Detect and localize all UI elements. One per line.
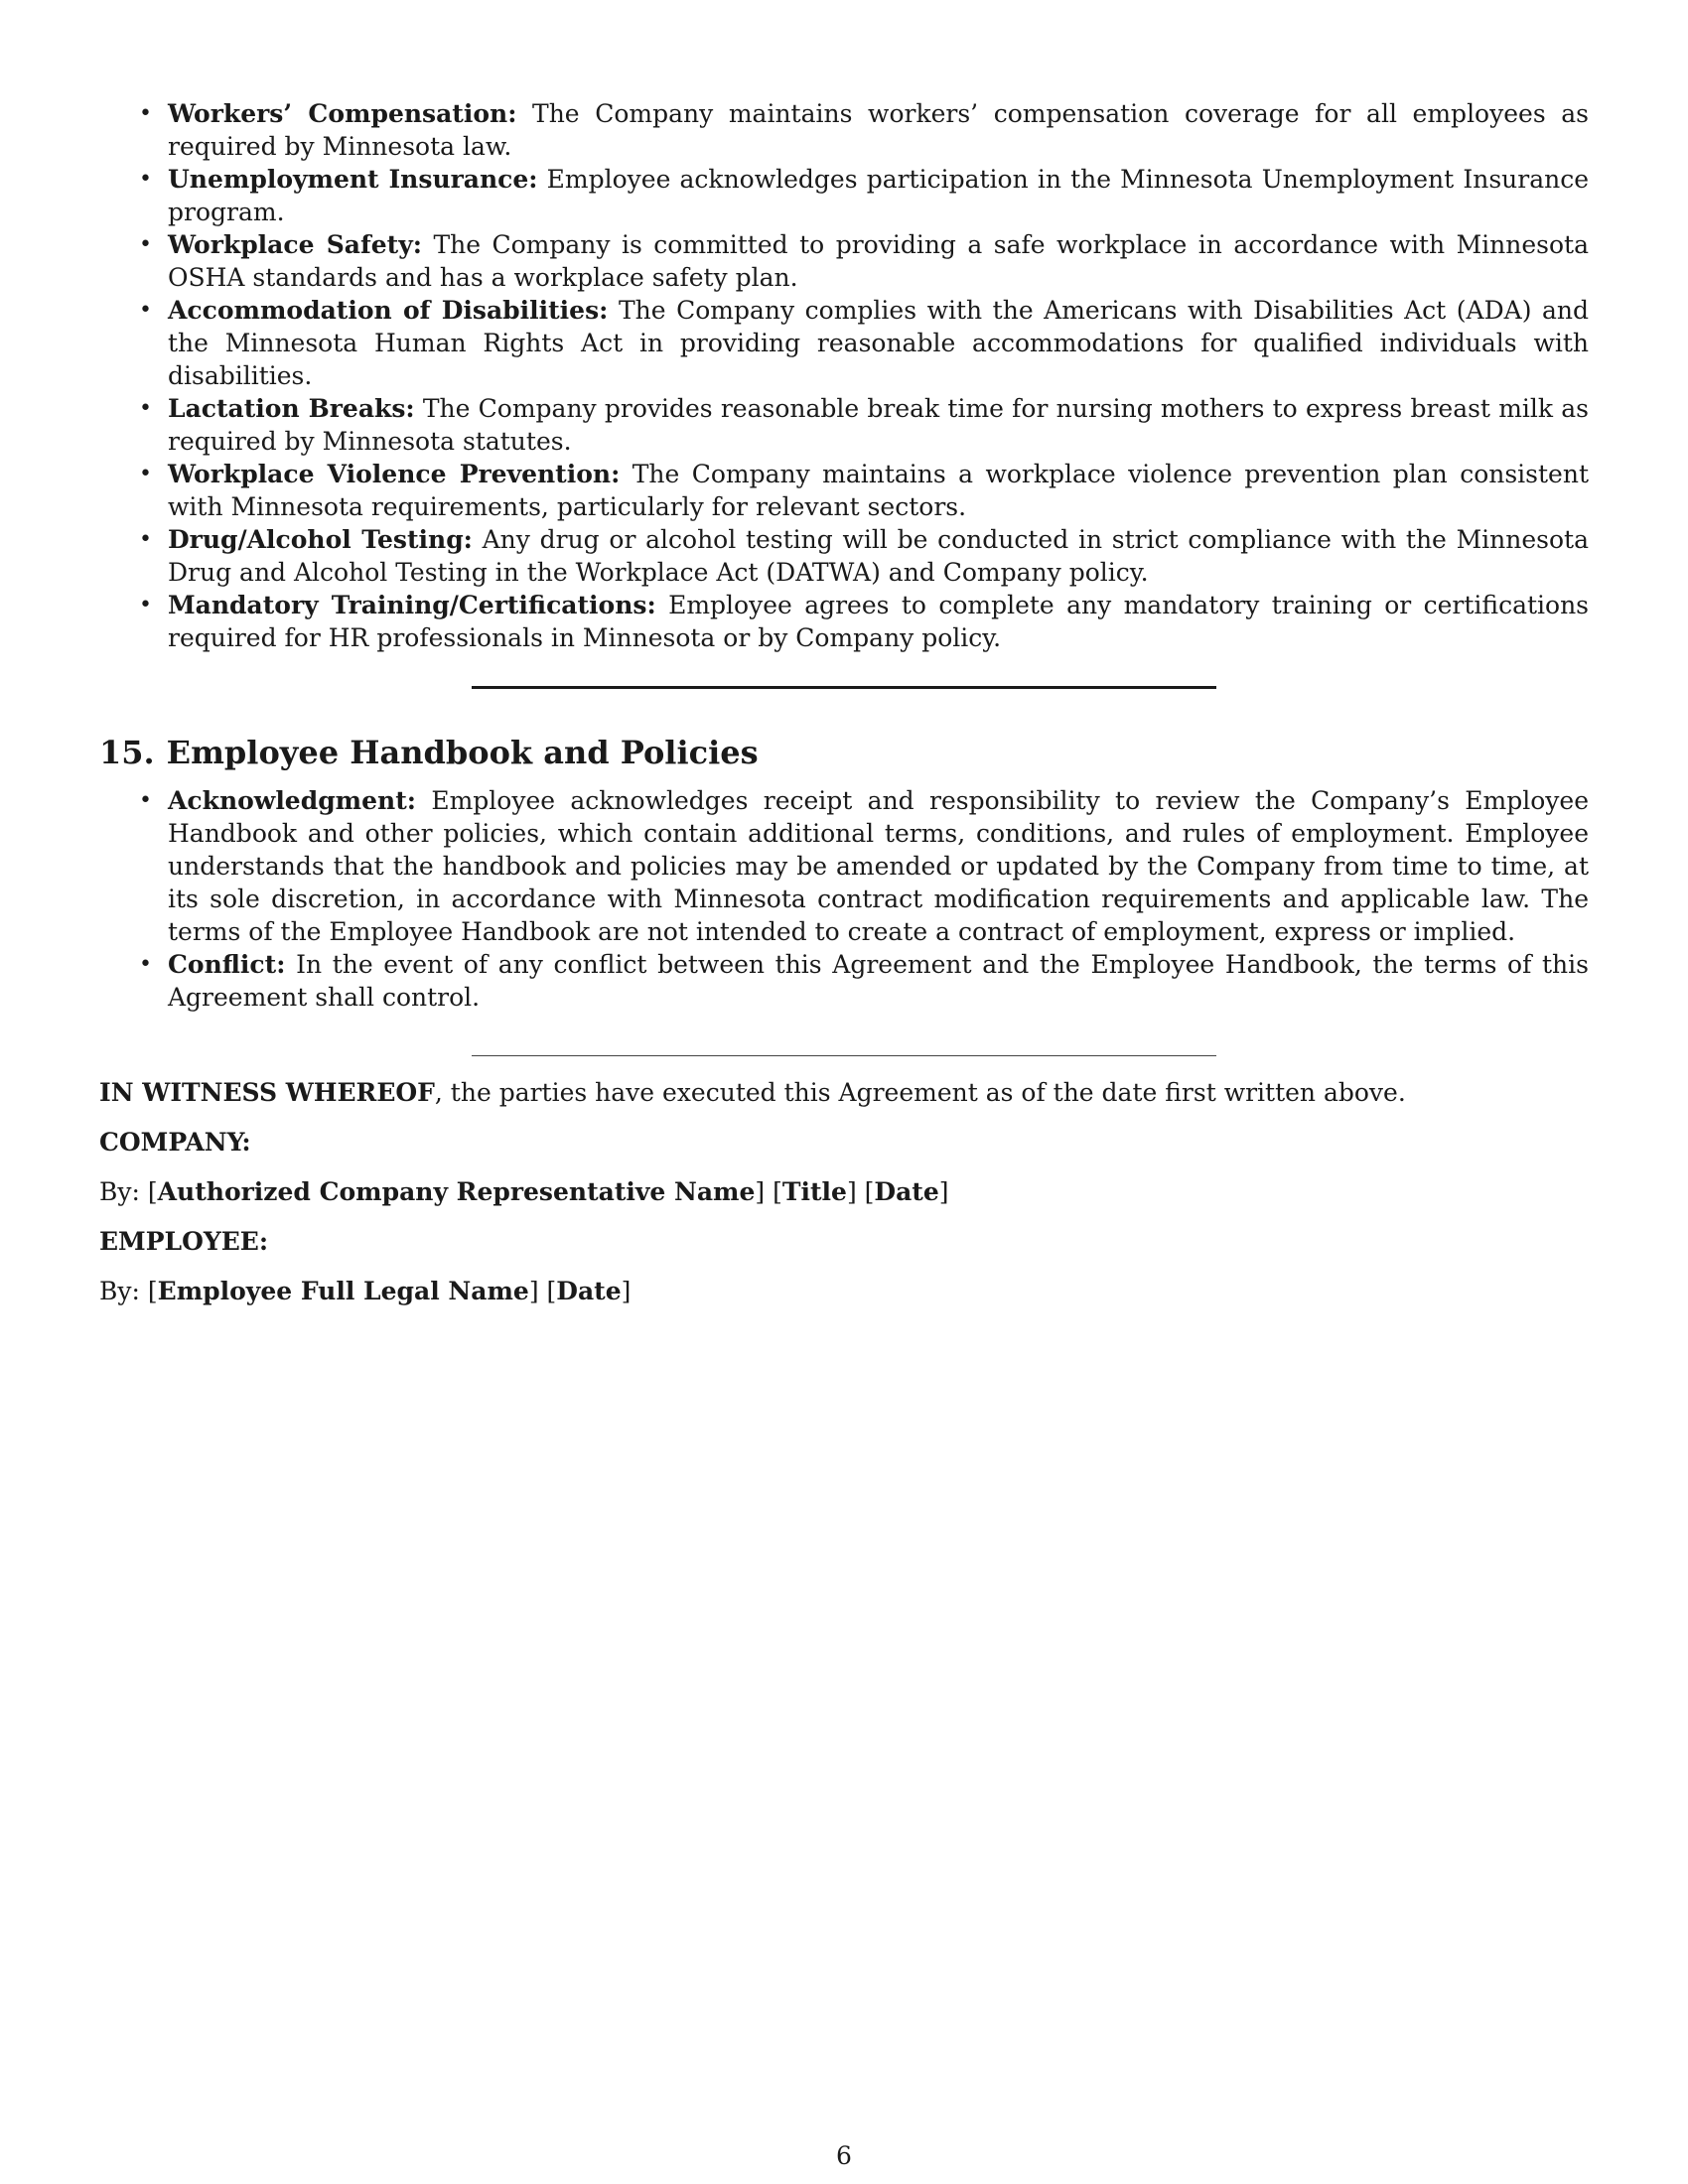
list-item: • Conflict: In the event of any conflict between this Agreement and the Employee Handbook, the terms of this Agreement shall control. (99, 948, 1589, 1014)
company-heading: COMPANY: (99, 1128, 251, 1157)
witness-statement: IN WITNESS WHEREOF, the parties have executed this Agreement as of the date first written above. (99, 1078, 1406, 1107)
list-item: • Lactation Breaks: The Company provides reasonable break time for nursing mothers to express breast milk as required by Minnesota statutes. (99, 392, 1589, 458)
employee-heading: EMPLOYEE: (99, 1227, 269, 1256)
compliance-list (99, 97, 1589, 654)
list-item: • Acknowledgment: Employee acknowledges receipt and responsibility to review the Company’s Employee Handbook and other policies, which contain additional terms, conditions, and rules of employment. Employee understands that the handbook and policies may be amended or updated by the Company from time to time, at its sole discretion, in accordance with Minnesota contract modification requirements and applicable law. The terms of the Employee Handbook are not intended to create a contract of employment, express or implied. (99, 784, 1589, 948)
company-signature-line: By: [Authorized Company Representative Name] [Title] [Date] (99, 1177, 949, 1206)
list-item: • Accommodation of Disabilities: The Company complies with the Americans with Disabilities Act (ADA) and the Minnesota Human Rights Act in providing reasonable accommodations for qualified individuals with disabilities. (99, 294, 1589, 392)
page-number: 6 (836, 2141, 852, 2170)
section-title: Employee Handbook and Policies (166, 734, 759, 771)
list-item: • Mandatory Training/Certifications: Employee agrees to complete any mandatory training or certifications required for HR professionals in Minnesota or by Company policy. (99, 589, 1589, 654)
signature-divider (472, 1055, 1216, 1056)
list-item: • Workers’ Compensation: The Company maintains workers’ compensation coverage for all employees as required by Minnesota law. (99, 97, 1589, 163)
list-item: • Drug/Alcohol Testing: Any drug or alcohol testing will be conducted in strict compliance with the Minnesota Drug and Alcohol Testing in the Workplace Act (DATWA) and Company policy. (99, 523, 1589, 589)
list-item: • Unemployment Insurance: Employee acknowledges participation in the Minnesota Unemployment Insurance program. (99, 163, 1589, 228)
employee-signature-line: By: [Employee Full Legal Name] [Date] (99, 1277, 632, 1305)
handbook-list (99, 784, 1589, 1014)
list-item: • Workplace Safety: The Company is committed to providing a safe workplace in accordance with Minnesota OSHA standards and has a workplace safety plan. (99, 228, 1589, 294)
section-heading (99, 733, 1589, 772)
section-number: 15. (99, 734, 155, 771)
section-divider (472, 686, 1216, 689)
list-item: • Workplace Violence Prevention: The Company maintains a workplace violence prevention plan consistent with Minnesota requirements, particularly for relevant sectors. (99, 458, 1589, 523)
page-content (99, 97, 1589, 1307)
